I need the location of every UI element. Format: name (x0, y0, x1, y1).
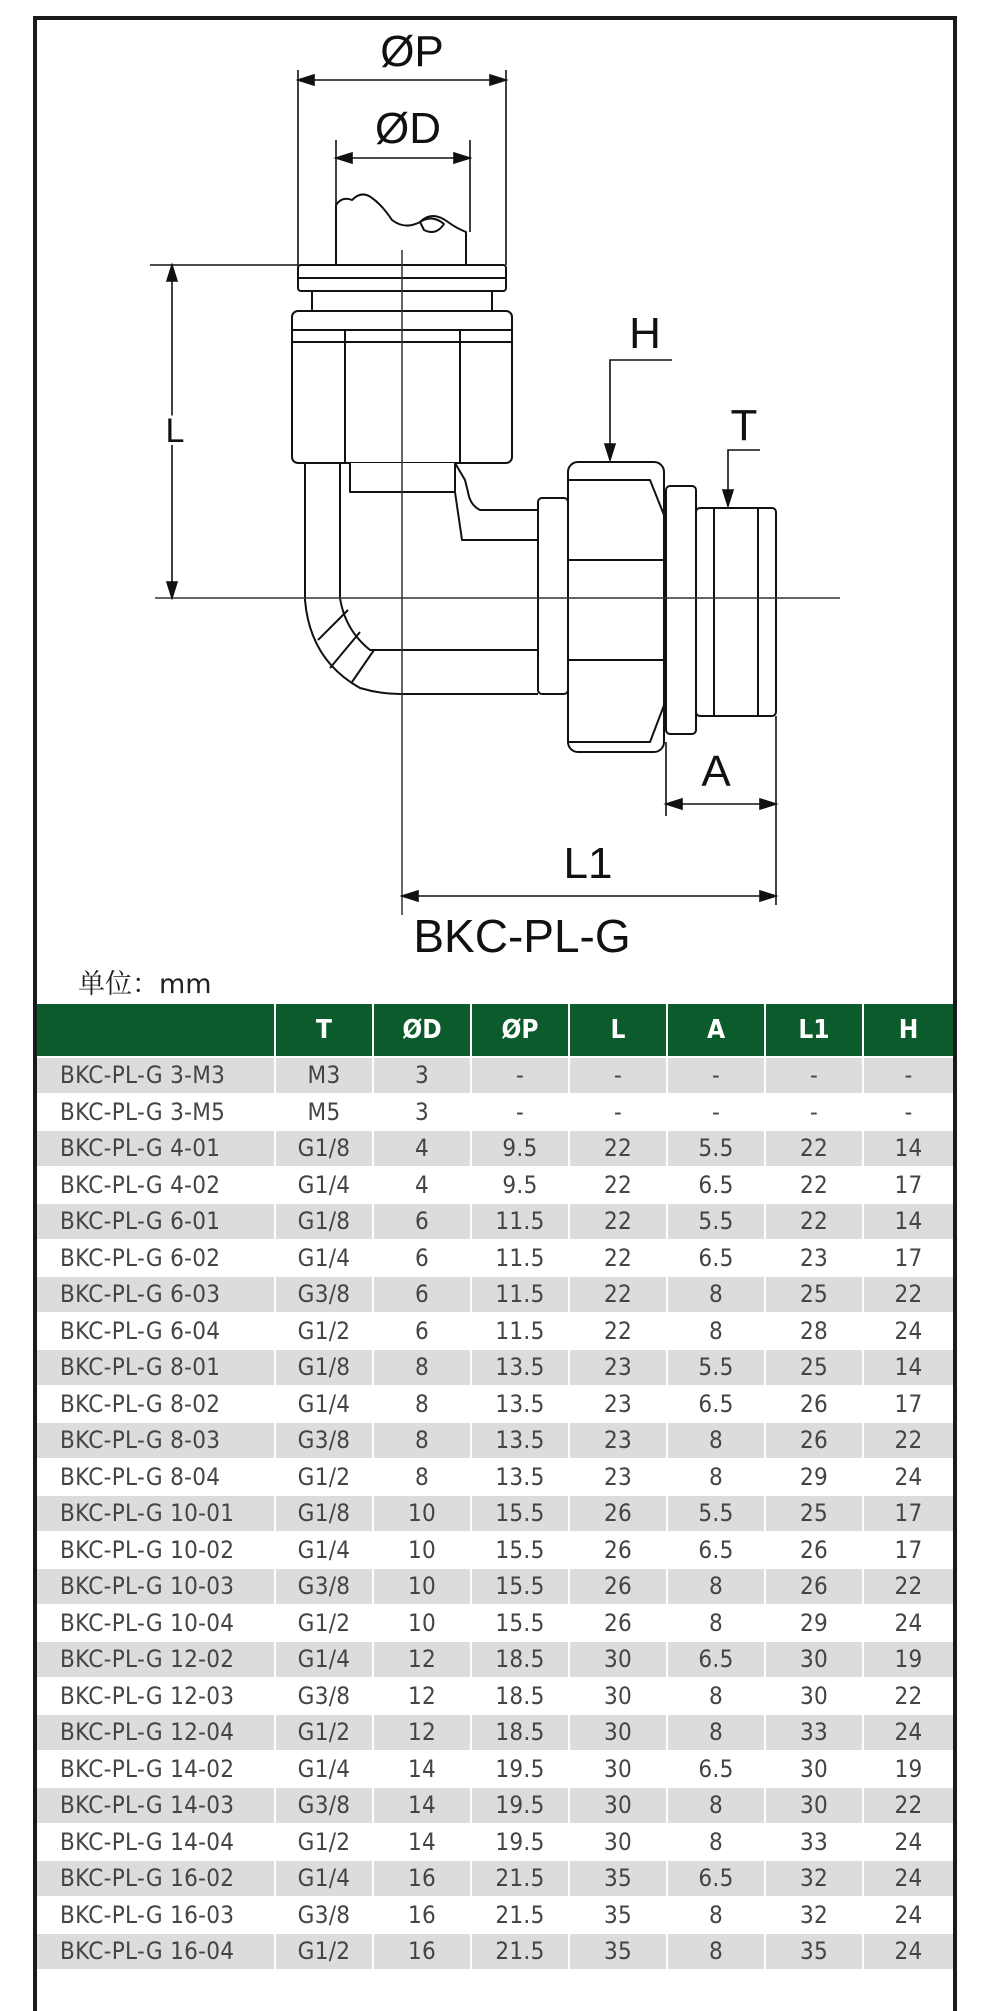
dim-label-l1: L1 (563, 839, 613, 888)
table-cell-model: BKC-PL-G 3-M5 (37, 1094, 275, 1131)
table-cell-l: 23 (569, 1349, 667, 1386)
table-cell-dia-p: 11.5 (471, 1203, 569, 1240)
table-cell-l1: 28 (765, 1313, 863, 1350)
table-cell-dia-d: 8 (373, 1349, 471, 1386)
table-cell-h: 14 (863, 1130, 953, 1167)
table-cell-model: BKC-PL-G 10-03 (37, 1568, 275, 1605)
column-header-model (37, 1004, 275, 1057)
table-cell-dia-p: 19.5 (471, 1751, 569, 1788)
table-cell-t: G1/2 (275, 1605, 373, 1642)
table-cell-dia-d: 10 (373, 1532, 471, 1569)
table-cell-t: G1/4 (275, 1532, 373, 1569)
table-cell-dia-p: 18.5 (471, 1678, 569, 1715)
table-cell-l: 22 (569, 1313, 667, 1350)
table-cell-l: 26 (569, 1568, 667, 1605)
table-cell-h: 24 (863, 1714, 953, 1751)
table-row (37, 1386, 953, 1423)
table-body (37, 1057, 953, 1969)
dim-label-dia-p: ØP (380, 27, 444, 76)
column-header-a: A (667, 1004, 765, 1057)
table-cell-a: 8 (667, 1276, 765, 1313)
table-cell-a: 5.5 (667, 1349, 765, 1386)
table-cell-l: 30 (569, 1751, 667, 1788)
table-cell-model: BKC-PL-G 4-02 (37, 1167, 275, 1204)
table-cell-model: BKC-PL-G 8-01 (37, 1349, 275, 1386)
table-cell-h: 22 (863, 1678, 953, 1715)
table-cell-l1: 33 (765, 1824, 863, 1861)
table-cell-l: 30 (569, 1678, 667, 1715)
table-row (37, 1897, 953, 1934)
table-cell-l: 35 (569, 1897, 667, 1934)
table-cell-h: 24 (863, 1605, 953, 1642)
table-cell-dia-p: 21.5 (471, 1897, 569, 1934)
table-cell-dia-d: 6 (373, 1203, 471, 1240)
table-cell-t: G3/8 (275, 1787, 373, 1824)
table-cell-model: BKC-PL-G 3-M3 (37, 1057, 275, 1094)
table-cell-dia-p: 18.5 (471, 1714, 569, 1751)
table-cell-dia-d: 16 (373, 1897, 471, 1934)
dim-label-a: A (701, 747, 731, 796)
table-cell-h: 19 (863, 1751, 953, 1788)
table-row (37, 1787, 953, 1824)
table-header-row (37, 1004, 953, 1057)
table-row (37, 1532, 953, 1569)
table-cell-dia-p: 21.5 (471, 1933, 569, 1969)
table-cell-model: BKC-PL-G 8-03 (37, 1422, 275, 1459)
table-cell-l1: 25 (765, 1349, 863, 1386)
table-cell-l1: 26 (765, 1386, 863, 1423)
table-cell-l1: 35 (765, 1933, 863, 1969)
table-cell-h: 14 (863, 1203, 953, 1240)
table-cell-dia-p: 18.5 (471, 1641, 569, 1678)
spec-table (37, 1004, 953, 1969)
table-cell-dia-p: 13.5 (471, 1349, 569, 1386)
table-cell-t: G1/2 (275, 1714, 373, 1751)
table-cell-a: 6.5 (667, 1860, 765, 1897)
table-cell-a: 6.5 (667, 1167, 765, 1204)
table-cell-t: G1/8 (275, 1495, 373, 1532)
table-cell-a: 8 (667, 1787, 765, 1824)
table-cell-dia-p: 19.5 (471, 1824, 569, 1861)
column-header-t: T (275, 1004, 373, 1057)
table-cell-l1: 22 (765, 1130, 863, 1167)
table-cell-model: BKC-PL-G 4-01 (37, 1130, 275, 1167)
table-cell-dia-p: 15.5 (471, 1495, 569, 1532)
table-cell-dia-p: 15.5 (471, 1568, 569, 1605)
table-cell-dia-d: 10 (373, 1495, 471, 1532)
unit-label: 单位：mm (78, 969, 212, 1000)
table-cell-l1: 29 (765, 1459, 863, 1496)
dim-label-t: T (730, 401, 758, 450)
table-row (37, 1824, 953, 1861)
table-row (37, 1276, 953, 1313)
column-header-l: L (569, 1004, 667, 1057)
table-cell-h: 17 (863, 1495, 953, 1532)
column-header-dia-d: ØD (373, 1004, 471, 1057)
table-cell-h: 17 (863, 1532, 953, 1569)
table-cell-a: 8 (667, 1824, 765, 1861)
table-cell-dia-d: 8 (373, 1386, 471, 1423)
table-cell-l: 22 (569, 1203, 667, 1240)
table-cell-dia-d: 4 (373, 1167, 471, 1204)
table-cell-dia-p: 19.5 (471, 1787, 569, 1824)
table-cell-t: G1/8 (275, 1130, 373, 1167)
table-cell-dia-d: 10 (373, 1568, 471, 1605)
table-row (37, 1057, 953, 1094)
table-cell-a: 6.5 (667, 1532, 765, 1569)
table-cell-h: - (863, 1057, 953, 1094)
table-cell-h: 17 (863, 1240, 953, 1277)
table-cell-model: BKC-PL-G 16-02 (37, 1860, 275, 1897)
table-cell-dia-p: 13.5 (471, 1386, 569, 1423)
table-cell-dia-d: 6 (373, 1240, 471, 1277)
table-cell-a: 8 (667, 1678, 765, 1715)
table-cell-model: BKC-PL-G 14-02 (37, 1751, 275, 1788)
table-cell-t: G1/8 (275, 1203, 373, 1240)
table-cell-model: BKC-PL-G 16-03 (37, 1897, 275, 1934)
table-cell-a: 8 (667, 1422, 765, 1459)
table-cell-l1: 32 (765, 1860, 863, 1897)
table-cell-model: BKC-PL-G 6-03 (37, 1276, 275, 1313)
table-cell-dia-d: 6 (373, 1276, 471, 1313)
table-cell-dia-p: 21.5 (471, 1860, 569, 1897)
table-cell-dia-d: 14 (373, 1824, 471, 1861)
table-row (37, 1240, 953, 1277)
table-cell-model: BKC-PL-G 8-04 (37, 1459, 275, 1496)
table-row (37, 1568, 953, 1605)
table-row (37, 1860, 953, 1897)
table-cell-l: 22 (569, 1276, 667, 1313)
table-cell-t: G1/4 (275, 1240, 373, 1277)
table-cell-a: 5.5 (667, 1203, 765, 1240)
table-cell-a: 6.5 (667, 1751, 765, 1788)
table-cell-dia-d: 12 (373, 1678, 471, 1715)
table-cell-model: BKC-PL-G 12-02 (37, 1641, 275, 1678)
table-cell-h: 24 (863, 1459, 953, 1496)
table-cell-a: - (667, 1057, 765, 1094)
table-cell-dia-d: 14 (373, 1787, 471, 1824)
table-cell-dia-d: 14 (373, 1751, 471, 1788)
table-cell-t: G3/8 (275, 1897, 373, 1934)
table-cell-t: G1/2 (275, 1459, 373, 1496)
table-cell-a: 8 (667, 1605, 765, 1642)
table-cell-l1: - (765, 1094, 863, 1131)
dim-label-dia-d: ØD (375, 104, 441, 153)
table-cell-dia-d: 3 (373, 1094, 471, 1131)
table-cell-t: G1/4 (275, 1386, 373, 1423)
table-cell-a: 6.5 (667, 1240, 765, 1277)
table-cell-dia-d: 12 (373, 1641, 471, 1678)
table-cell-h: - (863, 1094, 953, 1131)
column-header-dia-p: ØP (471, 1004, 569, 1057)
table-cell-dia-p: 11.5 (471, 1240, 569, 1277)
table-cell-dia-d: 8 (373, 1459, 471, 1496)
column-header-h: H (863, 1004, 953, 1057)
table-cell-a: 8 (667, 1313, 765, 1350)
table-cell-t: M3 (275, 1057, 373, 1094)
table-cell-dia-d: 6 (373, 1313, 471, 1350)
table-cell-h: 22 (863, 1568, 953, 1605)
table-row (37, 1605, 953, 1642)
table-cell-t: G1/8 (275, 1349, 373, 1386)
table-row (37, 1641, 953, 1678)
table-cell-h: 19 (863, 1641, 953, 1678)
table-cell-model: BKC-PL-G 16-04 (37, 1933, 275, 1969)
table-cell-h: 24 (863, 1897, 953, 1934)
table-cell-l: 22 (569, 1167, 667, 1204)
table-cell-a: 8 (667, 1568, 765, 1605)
table-cell-dia-d: 16 (373, 1933, 471, 1969)
table-cell-l: 22 (569, 1240, 667, 1277)
table-cell-dia-p: 11.5 (471, 1276, 569, 1313)
table-cell-l: 30 (569, 1824, 667, 1861)
table-cell-l1: 30 (765, 1678, 863, 1715)
table-cell-h: 24 (863, 1933, 953, 1969)
table-cell-model: BKC-PL-G 6-04 (37, 1313, 275, 1350)
table-cell-l: 35 (569, 1933, 667, 1969)
table-cell-l: 23 (569, 1422, 667, 1459)
table-cell-dia-p: - (471, 1094, 569, 1131)
table-cell-t: G3/8 (275, 1568, 373, 1605)
table-cell-h: 24 (863, 1313, 953, 1350)
table-cell-dia-p: 15.5 (471, 1605, 569, 1642)
table-cell-dia-p: 11.5 (471, 1313, 569, 1350)
table-cell-l1: 32 (765, 1897, 863, 1934)
table-cell-a: 5.5 (667, 1495, 765, 1532)
table-cell-h: 17 (863, 1167, 953, 1204)
table-cell-t: G1/4 (275, 1860, 373, 1897)
table-row (37, 1714, 953, 1751)
table-cell-dia-p: - (471, 1057, 569, 1094)
dim-label-l: L (165, 412, 185, 450)
table-cell-model: BKC-PL-G 10-01 (37, 1495, 275, 1532)
table-cell-a: - (667, 1094, 765, 1131)
table-cell-l: - (569, 1094, 667, 1131)
table-row (37, 1094, 953, 1131)
table-row (37, 1422, 953, 1459)
table-cell-l1: 30 (765, 1787, 863, 1824)
table-cell-a: 6.5 (667, 1386, 765, 1423)
table-row (37, 1313, 953, 1350)
table-cell-l1: 33 (765, 1714, 863, 1751)
dim-label-h: H (629, 309, 661, 358)
table-cell-dia-p: 15.5 (471, 1532, 569, 1569)
table-cell-h: 14 (863, 1349, 953, 1386)
table-row (37, 1167, 953, 1204)
table-cell-a: 6.5 (667, 1641, 765, 1678)
table-cell-dia-p: 13.5 (471, 1459, 569, 1496)
table-cell-t: G1/4 (275, 1751, 373, 1788)
table-cell-dia-p: 13.5 (471, 1422, 569, 1459)
table-cell-dia-d: 16 (373, 1860, 471, 1897)
table-cell-l: 23 (569, 1459, 667, 1496)
table-row (37, 1933, 953, 1969)
table-cell-model: BKC-PL-G 12-04 (37, 1714, 275, 1751)
fitting-outline (292, 194, 776, 752)
table-cell-h: 22 (863, 1422, 953, 1459)
table-cell-t: G1/2 (275, 1933, 373, 1969)
table-cell-l: 26 (569, 1532, 667, 1569)
table-row (37, 1130, 953, 1167)
table-cell-dia-d: 3 (373, 1057, 471, 1094)
fitting-technical-drawing (0, 0, 1000, 960)
table-cell-model: BKC-PL-G 8-02 (37, 1386, 275, 1423)
table-cell-l1: 22 (765, 1203, 863, 1240)
table-cell-a: 8 (667, 1459, 765, 1496)
model-title: BKC-PL-G (413, 910, 631, 960)
table-cell-h: 24 (863, 1824, 953, 1861)
table-cell-l1: 22 (765, 1167, 863, 1204)
table-row (37, 1495, 953, 1532)
table-cell-l: 30 (569, 1787, 667, 1824)
table-cell-h: 17 (863, 1386, 953, 1423)
table-cell-l: 30 (569, 1641, 667, 1678)
table-cell-l1: 26 (765, 1532, 863, 1569)
table-cell-l1: 30 (765, 1751, 863, 1788)
table-cell-h: 24 (863, 1860, 953, 1897)
table-cell-model: BKC-PL-G 14-04 (37, 1824, 275, 1861)
table-row (37, 1459, 953, 1496)
table-cell-a: 8 (667, 1897, 765, 1934)
table-row (37, 1678, 953, 1715)
table-cell-model: BKC-PL-G 10-04 (37, 1605, 275, 1642)
table-cell-model: BKC-PL-G 6-02 (37, 1240, 275, 1277)
table-cell-dia-d: 4 (373, 1130, 471, 1167)
table-cell-a: 8 (667, 1933, 765, 1969)
table-cell-l1: 30 (765, 1641, 863, 1678)
table-cell-l1: 29 (765, 1605, 863, 1642)
table-cell-l: 35 (569, 1860, 667, 1897)
table-cell-l1: 23 (765, 1240, 863, 1277)
table-cell-t: G3/8 (275, 1276, 373, 1313)
table-cell-model: BKC-PL-G 14-03 (37, 1787, 275, 1824)
table-cell-l: - (569, 1057, 667, 1094)
table-cell-model: BKC-PL-G 10-02 (37, 1532, 275, 1569)
table-cell-t: G3/8 (275, 1422, 373, 1459)
column-header-l1: L1 (765, 1004, 863, 1057)
table-cell-t: G1/2 (275, 1313, 373, 1350)
table-cell-a: 5.5 (667, 1130, 765, 1167)
table-cell-l1: 25 (765, 1276, 863, 1313)
table-cell-dia-d: 8 (373, 1422, 471, 1459)
table-cell-l: 22 (569, 1130, 667, 1167)
table-cell-dia-p: 9.5 (471, 1167, 569, 1204)
table-cell-t: G1/2 (275, 1824, 373, 1861)
table-cell-l: 30 (569, 1714, 667, 1751)
table-cell-dia-p: 9.5 (471, 1130, 569, 1167)
table-cell-l1: 26 (765, 1422, 863, 1459)
table-cell-model: BKC-PL-G 6-01 (37, 1203, 275, 1240)
table-cell-l: 23 (569, 1386, 667, 1423)
table-cell-a: 8 (667, 1714, 765, 1751)
table-cell-dia-d: 12 (373, 1714, 471, 1751)
table-cell-t: G1/4 (275, 1641, 373, 1678)
table-cell-l: 26 (569, 1495, 667, 1532)
table-cell-t: M5 (275, 1094, 373, 1131)
table-cell-model: BKC-PL-G 12-03 (37, 1678, 275, 1715)
table-row (37, 1203, 953, 1240)
table-row (37, 1349, 953, 1386)
table-row (37, 1751, 953, 1788)
table-cell-l1: 25 (765, 1495, 863, 1532)
table-cell-dia-d: 10 (373, 1605, 471, 1642)
table-cell-l1: 26 (765, 1568, 863, 1605)
table-cell-l1: - (765, 1057, 863, 1094)
table-cell-t: G3/8 (275, 1678, 373, 1715)
table-cell-t: G1/4 (275, 1167, 373, 1204)
table-cell-l: 26 (569, 1605, 667, 1642)
table-cell-h: 22 (863, 1276, 953, 1313)
table-cell-h: 22 (863, 1787, 953, 1824)
